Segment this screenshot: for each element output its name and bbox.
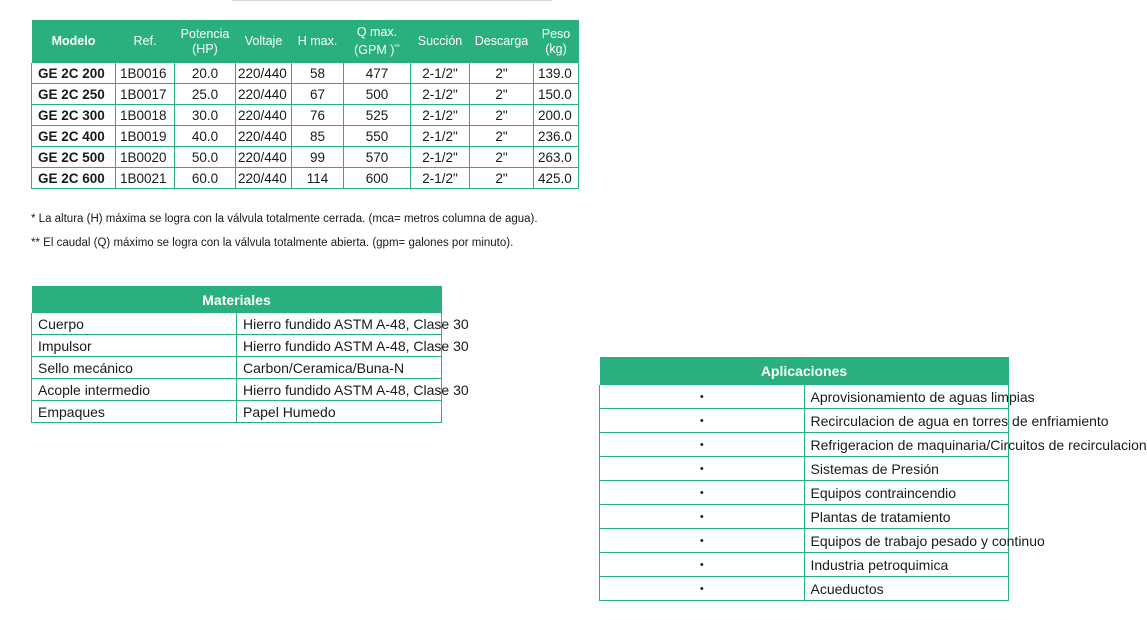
list-item: [600, 457, 1009, 481]
cell-discharge: 2": [470, 84, 534, 105]
material-value: Hierro fundido ASTM A-48, Clase 30: [237, 313, 442, 335]
application-item: Aprovisionamiento de aguas limpias: [804, 385, 1009, 409]
list-item: [32, 335, 442, 357]
cell-weight: 236.0: [534, 126, 579, 147]
cell-voltage: 220/440: [236, 168, 292, 189]
bullet-icon: •: [600, 409, 805, 433]
material-value: Carbon/Ceramica/Buna-N: [237, 357, 442, 379]
cell-power: 60.0: [175, 168, 236, 189]
table-row: [32, 168, 579, 189]
bullet-icon: •: [600, 577, 805, 601]
cell-power: 30.0: [175, 105, 236, 126]
cell-discharge: 2": [470, 147, 534, 168]
cell-power: 40.0: [175, 126, 236, 147]
cell-qmax: 550: [344, 126, 411, 147]
header-qmax: [344, 20, 411, 63]
cell-suction: 2-1/2": [411, 84, 470, 105]
header-qmax-line2: (GPM ): [354, 43, 395, 58]
applications-table: [599, 357, 1147, 601]
list-item: [600, 409, 1009, 433]
header-weight-line1: Peso: [541, 26, 571, 41]
application-item: Equipos de trabajo pesado y continuo: [804, 529, 1009, 553]
list-item: [600, 553, 1009, 577]
header-power-line1: Potencia: [180, 26, 230, 41]
bullet-icon: •: [600, 505, 805, 529]
cell-suction: 2-1/2": [411, 168, 470, 189]
cell-weight: 139.0: [534, 63, 579, 84]
header-ref: Ref.: [116, 20, 175, 63]
cell-suction: 2-1/2": [411, 147, 470, 168]
cell-discharge: 2": [470, 105, 534, 126]
header-power: [175, 20, 236, 63]
cell-model: GE 2C 200: [32, 63, 116, 84]
bullet-icon: •: [600, 529, 805, 553]
header-discharge: Descarga: [470, 20, 534, 63]
cell-ref: 1B0019: [116, 126, 175, 147]
list-item: [600, 385, 1009, 409]
cell-model: GE 2C 300: [32, 105, 116, 126]
table-row: [32, 105, 579, 126]
cell-power: 20.0: [175, 63, 236, 84]
cell-discharge: 2": [470, 63, 534, 84]
bullet-icon: •: [600, 433, 805, 457]
application-item: Industria petroquimica: [804, 553, 1009, 577]
header-weight-line2: (kg): [545, 41, 567, 56]
cell-discharge: 2": [470, 168, 534, 189]
material-part: Sello mecánico: [32, 357, 237, 379]
list-item: [32, 379, 442, 401]
cell-model: GE 2C 500: [32, 147, 116, 168]
applications-title: Aplicaciones: [600, 357, 1009, 385]
bullet-icon: •: [600, 481, 805, 505]
cell-voltage: 220/440: [236, 147, 292, 168]
specs-table: [31, 20, 579, 189]
footnote-height: * La altura (H) máxima se logra con la válvula totalmente cerrada. (mca= metros columna de agua).: [31, 213, 538, 225]
materials-table: [31, 286, 469, 423]
cell-voltage: 220/440: [236, 126, 292, 147]
application-item: Recirculacion de agua en torres de enfriamiento: [804, 409, 1009, 433]
materials-title: Materiales: [32, 286, 442, 313]
cell-suction: 2-1/2": [411, 105, 470, 126]
header-voltage: Voltaje: [236, 20, 292, 63]
cell-discharge: 2": [470, 126, 534, 147]
header-suction: Succión: [411, 20, 470, 63]
cell-power: 25.0: [175, 84, 236, 105]
application-item: Refrigeracion de maquinaria/Circuitos de recirculacion: [804, 433, 1009, 457]
cell-qmax: 477: [344, 63, 411, 84]
list-item: [600, 577, 1009, 601]
header-hmax: H max.: [292, 20, 344, 63]
header-weight: [534, 20, 579, 63]
list-item: [32, 401, 442, 423]
table-row: [32, 147, 579, 168]
material-part: Empaques: [32, 401, 237, 423]
cell-hmax: 67: [292, 84, 344, 105]
material-part: Cuerpo: [32, 313, 237, 335]
specs-header-row: [32, 20, 579, 63]
material-value: Hierro fundido ASTM A-48, Clase 30: [237, 379, 442, 401]
header-power-line2: (HP): [192, 41, 218, 56]
material-part: Acople intermedio: [32, 379, 237, 401]
cell-weight: 425.0: [534, 168, 579, 189]
cell-weight: 263.0: [534, 147, 579, 168]
application-item: Sistemas de Presión: [804, 457, 1009, 481]
cell-ref: 1B0016: [116, 63, 175, 84]
cell-qmax: 525: [344, 105, 411, 126]
application-item: Plantas de tratamiento: [804, 505, 1009, 529]
material-value: Papel Humedo: [237, 401, 442, 423]
list-item: [32, 313, 442, 335]
cell-model: GE 2C 250: [32, 84, 116, 105]
bullet-icon: •: [600, 553, 805, 577]
cell-suction: 2-1/2": [411, 126, 470, 147]
cell-model: GE 2C 400: [32, 126, 116, 147]
header-model: Modelo: [32, 20, 116, 63]
list-item: [600, 505, 1009, 529]
cell-hmax: 58: [292, 63, 344, 84]
list-item: [600, 529, 1009, 553]
cell-hmax: 114: [292, 168, 344, 189]
cell-ref: 1B0017: [116, 84, 175, 105]
footnote-flow: ** El caudal (Q) máximo se logra con la válvula totalmente abierta. (gpm= galones por minuto).: [31, 237, 514, 249]
cell-suction: 2-1/2": [411, 63, 470, 84]
list-item: [600, 433, 1009, 457]
cell-voltage: 220/440: [236, 84, 292, 105]
cell-ref: 1B0020: [116, 147, 175, 168]
application-item: Equipos contraincendio: [804, 481, 1009, 505]
table-row: [32, 63, 579, 84]
cell-hmax: 76: [292, 105, 344, 126]
list-item: [32, 357, 442, 379]
list-item: [600, 481, 1009, 505]
application-item: Acueductos: [804, 577, 1009, 601]
table-row: [32, 84, 579, 105]
top-divider: [232, 0, 552, 1]
material-value: Hierro fundido ASTM A-48, Clase 30: [237, 335, 442, 357]
cell-ref: 1B0021: [116, 168, 175, 189]
table-row: [32, 126, 579, 147]
header-qmax-line1: Q max.: [356, 24, 398, 39]
cell-ref: 1B0018: [116, 105, 175, 126]
cell-voltage: 220/440: [236, 63, 292, 84]
cell-qmax: 600: [344, 168, 411, 189]
cell-power: 50.0: [175, 147, 236, 168]
bullet-icon: •: [600, 385, 805, 409]
cell-qmax: 570: [344, 147, 411, 168]
cell-hmax: 99: [292, 147, 344, 168]
material-part: Impulsor: [32, 335, 237, 357]
bullet-icon: •: [600, 457, 805, 481]
cell-model: GE 2C 600: [32, 168, 116, 189]
header-qmax-mark: **: [394, 43, 400, 51]
cell-weight: 200.0: [534, 105, 579, 126]
cell-weight: 150.0: [534, 84, 579, 105]
cell-voltage: 220/440: [236, 105, 292, 126]
cell-hmax: 85: [292, 126, 344, 147]
cell-qmax: 500: [344, 84, 411, 105]
